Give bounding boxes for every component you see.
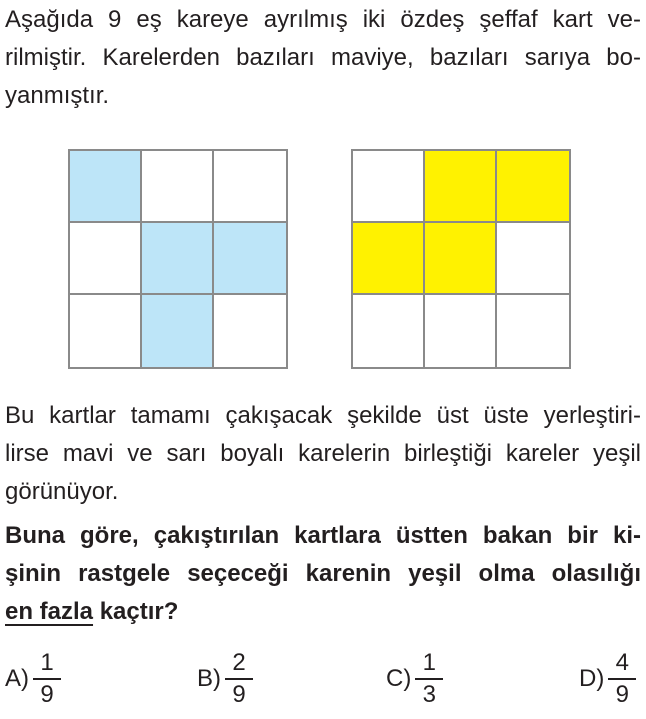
- option-a-denominator: 9: [40, 681, 54, 708]
- fraction-bar: [415, 678, 443, 680]
- card-right-cell-yellow: [425, 151, 497, 223]
- option-d[interactable]: [579, 648, 636, 710]
- card-left-cell-blue: [70, 151, 142, 223]
- card-right-cell-yellow: [497, 151, 569, 223]
- intro-line-3: yanmıştır.: [5, 82, 110, 109]
- card-left-cell-white: [70, 223, 142, 295]
- card-left-cell-blue: [214, 223, 286, 295]
- card-right-cell-yellow: [353, 223, 425, 295]
- option-b-letter: B): [197, 665, 221, 692]
- option-c[interactable]: [386, 648, 443, 710]
- card-right-cell-white: [497, 295, 569, 367]
- option-a-fraction: [33, 650, 61, 708]
- question-line-1: Buna göre, çakıştırılan kartlara üstten bakan bir ki-: [5, 522, 641, 549]
- card-left-cell-blue: [142, 295, 214, 367]
- option-c-numerator: 1: [422, 649, 436, 676]
- question-line-2: şinin rastgele seçeceği karenin yeşil olma olasılığı: [5, 560, 641, 587]
- card-right-cell-yellow: [425, 223, 497, 295]
- option-a-letter: A): [5, 665, 29, 692]
- question-end: kaçtır?: [93, 598, 179, 625]
- option-c-denominator: 3: [422, 681, 436, 708]
- option-b-numerator: 2: [232, 649, 246, 676]
- option-c-letter: C): [386, 665, 412, 692]
- fraction-bar: [225, 678, 253, 680]
- option-a[interactable]: [5, 648, 61, 710]
- question-emphasis: en fazla: [5, 598, 94, 625]
- card-right-cell-white: [425, 295, 497, 367]
- body-line-1: Bu kartlar tamamı çakışacak şekilde üst üste yerleştiri-: [5, 402, 641, 429]
- option-d-letter: D): [579, 665, 605, 692]
- card-left-cell-white: [142, 151, 214, 223]
- body-line-2: lirse mavi ve sarı boyalı karelerin birleştiği kareler yeşil: [5, 440, 641, 467]
- intro-line-2: rilmiştir. Karelerden bazıları maviye, bazıları sarıya bo-: [5, 44, 641, 71]
- card-right-cell-white: [497, 223, 569, 295]
- card-left-grid: [68, 149, 288, 369]
- card-left-cell-white: [70, 295, 142, 367]
- fraction-bar: [608, 678, 636, 680]
- card-right-cell-white: [353, 295, 425, 367]
- card-right-cell-white: [353, 151, 425, 223]
- card-left-cell-white: [214, 151, 286, 223]
- option-d-denominator: 9: [615, 681, 629, 708]
- option-a-numerator: 1: [40, 649, 54, 676]
- option-b[interactable]: [197, 648, 253, 710]
- intro-line-1: Aşağıda 9 eş kareye ayrılmış iki özdeş şeffaf kart ve-: [5, 6, 641, 33]
- option-d-numerator: 4: [615, 649, 629, 676]
- option-b-fraction: [225, 650, 253, 708]
- option-b-denominator: 9: [232, 681, 246, 708]
- fraction-bar: [33, 678, 61, 680]
- card-right-grid: [351, 149, 571, 369]
- card-left-cell-white: [214, 295, 286, 367]
- card-left-cell-blue: [142, 223, 214, 295]
- question-line-3: [5, 598, 641, 626]
- option-c-fraction: [415, 650, 443, 708]
- body-line-3: görünüyor.: [5, 478, 119, 505]
- option-d-fraction: [608, 650, 636, 708]
